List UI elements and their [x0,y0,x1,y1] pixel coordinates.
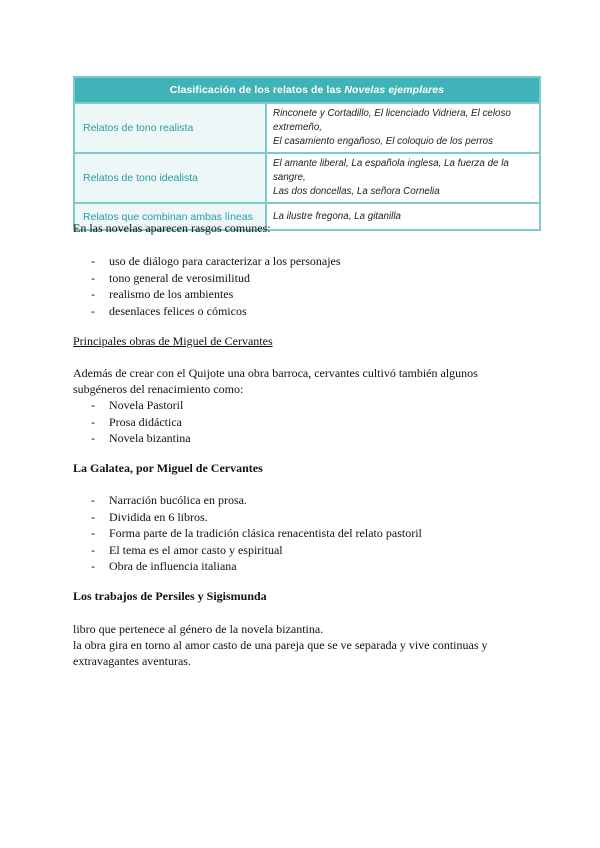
dash-bullet: - [91,303,95,318]
dash-bullet: - [91,270,95,285]
category-cell: Relatos de tono idealista [74,153,266,203]
dash-bullet: - [91,493,95,507]
dash-bullet: - [91,509,95,524]
obras-heading: Principales obras de Miguel de Cervantes [73,334,273,348]
persiles-line: libro que pertenece al género de la novela bizantina. [73,622,324,636]
list-item-text: Novela bizantina [109,431,191,445]
list-item-text: Prosa didáctica [109,414,182,429]
works-line: El amante liberal, La española inglesa, La fuerza de la sangre, [273,158,509,183]
works-line: Las dos doncellas, La señora Cornelia [273,186,440,197]
list-item-text: Obra de influencia italiana [109,559,237,573]
classification-table [73,76,541,231]
list-item-text: Dividida en 6 libros. [109,509,208,524]
works-cell: La ilustre fregona, La gitanilla [266,203,540,230]
dash-bullet: - [91,542,95,557]
galatea-heading: La Galatea, por Miguel de Cervantes [73,461,263,475]
obras-paragraph-line: subgéneros del renacimiento como: [73,382,244,396]
dash-bullet: - [91,254,95,268]
dash-bullet: - [91,414,95,429]
persiles-line: extravagantes aventuras. [73,654,191,668]
category-cell: Relatos que combinan ambas líneas [74,203,266,230]
persiles-heading: Los trabajos de Persiles y Sigismunda [73,589,267,603]
list-item-text: realismo de los ambientes [109,287,234,301]
table-header-row [74,77,540,103]
dash-bullet: - [91,559,95,573]
dash-bullet: - [91,431,95,445]
table-row [74,153,540,203]
list-item-text: El tema es el amor casto y espiritual [109,542,283,557]
list-item-text: tono general de verosimilitud [109,270,250,285]
works-line: El casamiento engañoso, El coloquio de los perros [273,136,494,147]
list-item-text: Narración bucólica en prosa. [109,493,247,507]
list-item-text: Forma parte de la tradición clásica renacentista del relato pastoril [109,526,422,540]
table-row [74,103,540,153]
persiles-line: la obra gira en torno al amor casto de una pareja que se ve separada y vive continuas y [73,638,488,652]
list-item-text: desenlaces felices o cómicos [109,303,247,318]
list-item-text: Novela Pastoril [109,398,184,412]
rasgos-intro: En las novelas aparecen rasgos comunes: [73,221,271,235]
list-item-text: uso de diálogo para caracterizar a los personajes [109,254,341,268]
dash-bullet: - [91,398,95,412]
dash-bullet: - [91,287,95,301]
table-title [74,77,540,103]
table-title-italic: Novelas ejemplares [344,84,445,96]
dash-bullet: - [91,526,95,540]
obras-paragraph-line: Además de crear con el Quijote una obra barroca, cervantes cultivó también algunos [73,366,478,380]
table-title-prefix: Clasificación de los relatos de las [169,84,345,96]
works-cell [266,153,540,203]
category-cell: Relatos de tono realista [74,103,266,153]
works-line: Rinconete y Cortadillo, El licenciado Vidriera, El celoso extremeño, [273,108,511,133]
works-cell [266,103,540,153]
